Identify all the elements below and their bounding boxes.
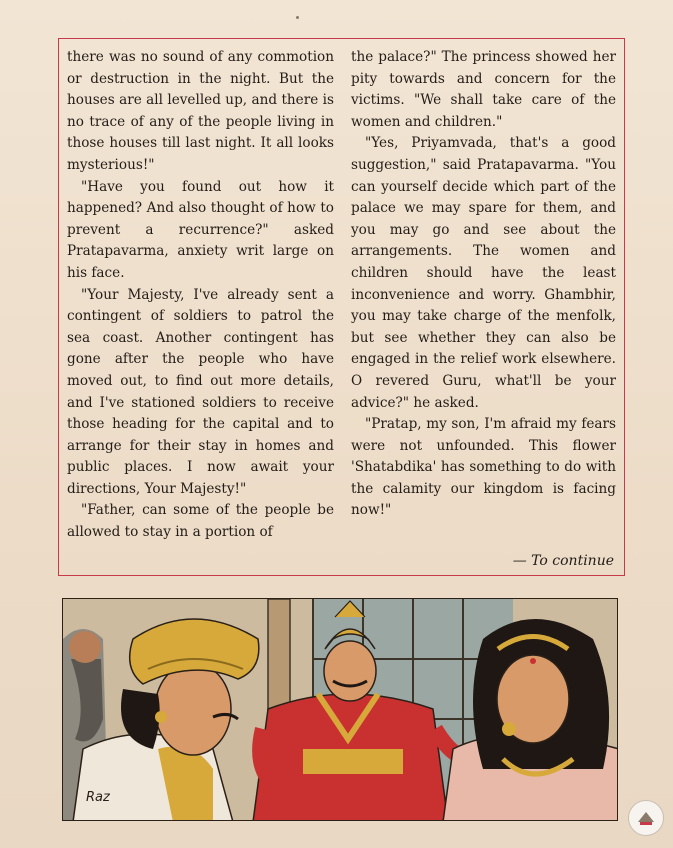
story-text-frame [58,38,625,576]
story-column-left [67,47,334,544]
illustration-scene [63,599,618,821]
paragraph: "Pratap, my son, I'm afraid my fears were not unfounded. This flower 'Shatabdika' has something to do with the calamity our kingdom is facing now!" [351,416,616,519]
paragraph: there was no sound of any commotion or destruction in the night. But the houses are all levelled up, and there is no trace of any of the people living in those houses till last night. It all looks mysterious!" [67,49,334,173]
artist-signature: Raz [86,790,110,805]
paragraph: "Yes, Priyamvada, that's a good suggestion," said Pratapavarma. "You can yourself decide which part of the palace we may spare for them, and you may go and see about the arrangements. The women and children should have the least inconvenience and worry. Ghambhir, you may take charge of the menfolk, but see whether they can also be engaged in the relief work elsewhere. O revered Guru, what'll be your advice?" he asked. [351,135,616,411]
publisher-stamp-icon [628,800,664,836]
comic-illustration [62,598,618,821]
story-column-right [351,47,616,522]
paragraph: the palace?" The princess showed her pity towards and concern for the victims. "We shall take care of the women and children." [351,49,616,130]
page-speck [296,16,299,19]
paragraph: "Father, can some of the people be allowed to stay in a portion of [67,502,334,541]
paragraph: "Your Majesty, I've already sent a contingent of soldiers to patrol the sea coast. Another contingent has gone after the people who have moved out, to find out more details, and I've stationed soldiers to receive those heading for the capital and to arrange for their stay in homes and public places. I now await your directions, Your Majesty!" [67,286,334,497]
to-continue-label: — To continue [512,553,614,569]
paragraph: "Have you found out how it happened? And also thought of how to prevent a recurrence?" asked Pratapavarma, anxiety writ large on his face. [67,178,334,281]
